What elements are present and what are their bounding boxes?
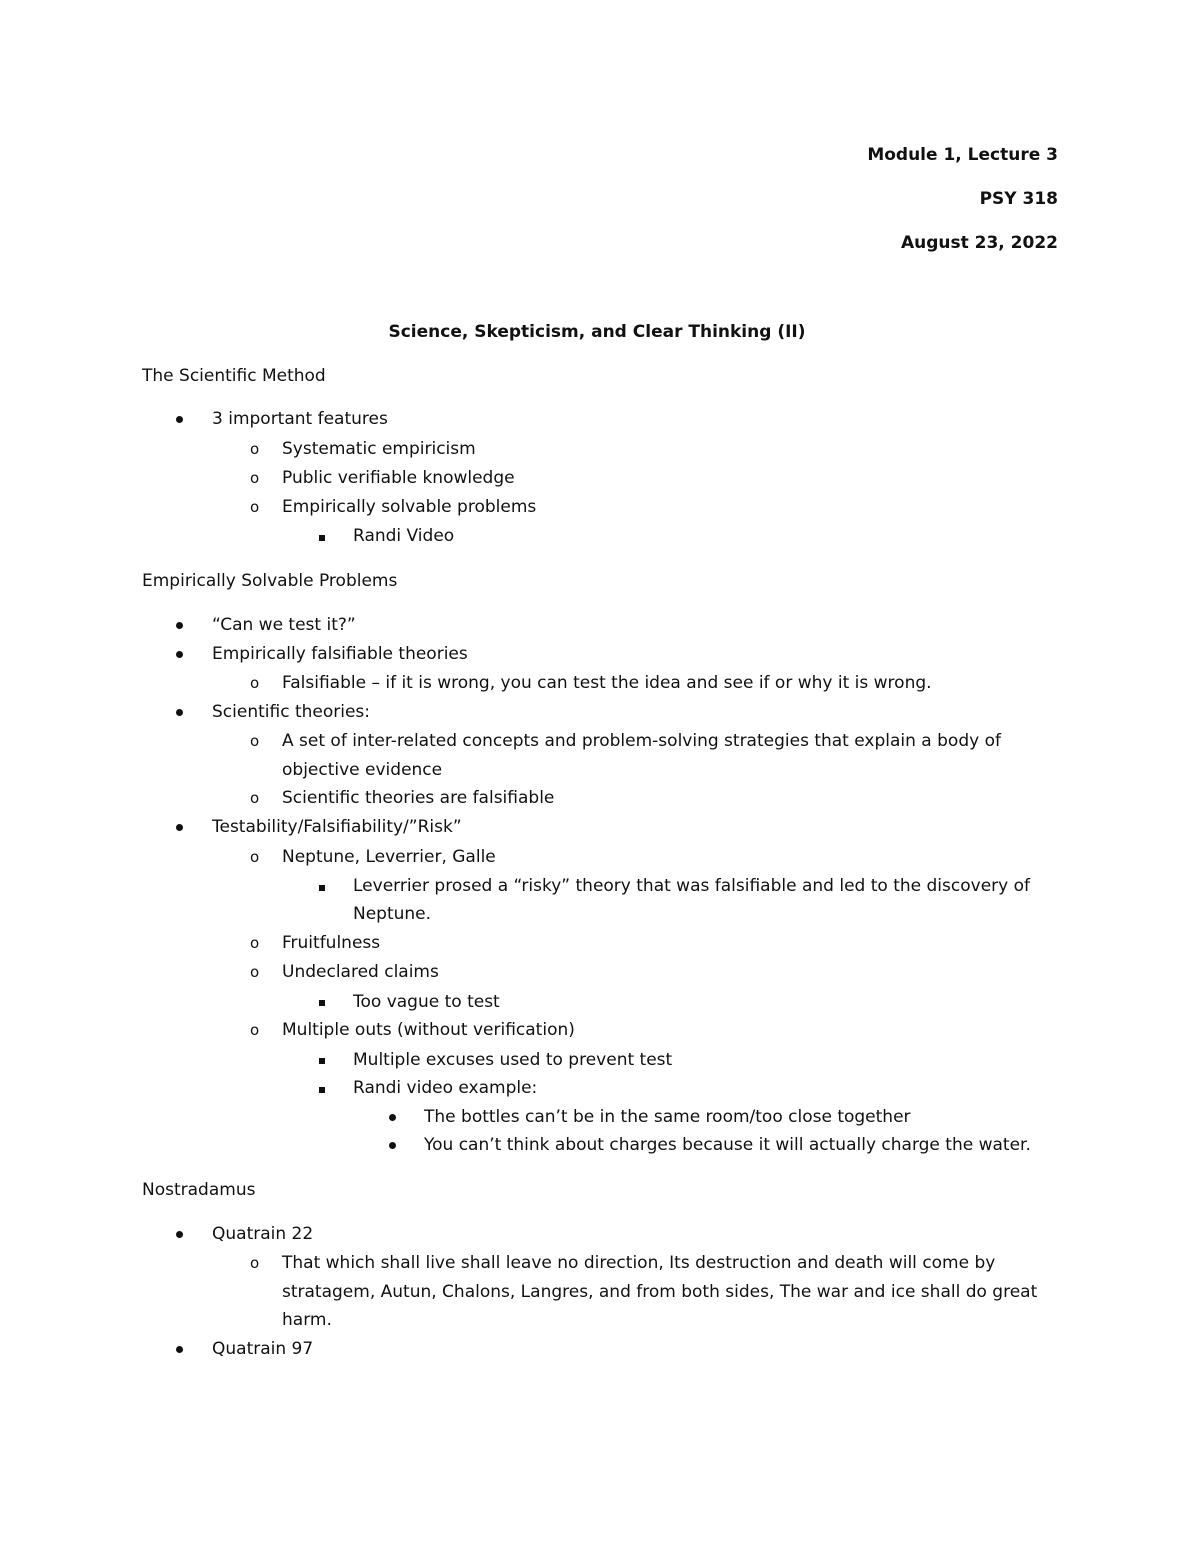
list-item: Neptune, Leverrier, Galle: [282, 847, 496, 867]
bullet-circle: o: [250, 1254, 260, 1272]
bullet-circle: o: [250, 789, 260, 807]
list-item: “Can we test it?”: [212, 615, 356, 635]
list-item: Randi video example:: [353, 1078, 538, 1098]
list-item: Quatrain 97: [212, 1339, 314, 1359]
bullet-circle: o: [250, 1021, 260, 1039]
document-title: Science, Skepticism, and Clear Thinking (II): [388, 322, 806, 342]
bullet-square: [319, 1087, 325, 1093]
list-item: Scientific theories:: [212, 702, 370, 722]
section-heading-nostradamus: Nostradamus: [142, 1180, 256, 1200]
list-item: Undeclared claims: [282, 962, 439, 982]
list-item: You can’t think about charges because it will actually charge the water.: [424, 1135, 1031, 1155]
section-heading-scientific-method: The Scientific Method: [142, 366, 326, 386]
bullet-dot: [176, 416, 183, 423]
bullet-dot: [176, 1231, 183, 1238]
list-item: Multiple outs (without verification): [282, 1020, 575, 1040]
bullet-circle: o: [250, 963, 260, 981]
bullet-dot: [176, 651, 183, 658]
bullet-square: [319, 535, 325, 541]
bullet-circle: o: [250, 934, 260, 952]
list-item-continuation: Neptune.: [353, 904, 432, 924]
list-item: Multiple excuses used to prevent test: [353, 1050, 673, 1070]
date-header: August 23, 2022: [900, 233, 1058, 253]
list-item: Empirically falsifiable theories: [212, 644, 468, 664]
list-item: Systematic empiricism: [282, 439, 476, 459]
bullet-square: [319, 1058, 325, 1064]
list-item: Leverrier prosed a “risky” theory that was falsifiable and led to the discovery of: [353, 876, 1030, 896]
list-item: Empirically solvable problems: [282, 497, 537, 517]
list-item: The bottles can’t be in the same room/too close together: [424, 1107, 911, 1127]
bullet-dot: [389, 1114, 396, 1121]
list-item: Falsifiable – if it is wrong, you can test the idea and see if or why it is wrong.: [282, 673, 932, 693]
list-item: Fruitfulness: [282, 933, 381, 953]
section-heading-empirically-solvable: Empirically Solvable Problems: [142, 571, 398, 591]
bullet-circle: o: [250, 469, 260, 487]
list-item: Too vague to test: [353, 992, 500, 1012]
bullet-square: [319, 1000, 325, 1006]
bullet-circle: o: [250, 674, 260, 692]
list-item-continuation: stratagem, Autun, Chalons, Langres, and from both sides, The war and ice shall do great: [282, 1282, 1038, 1302]
list-item-continuation: harm.: [282, 1310, 332, 1330]
bullet-square: [319, 885, 325, 891]
course-header: PSY 318: [979, 189, 1058, 209]
list-item: Scientific theories are falsifiable: [282, 788, 555, 808]
bullet-dot: [389, 1142, 396, 1149]
list-item-continuation: objective evidence: [282, 760, 443, 780]
list-item: Testability/Falsifiability/”Risk”: [212, 817, 462, 837]
bullet-circle: o: [250, 498, 260, 516]
list-item: That which shall live shall leave no direction, Its destruction and death will come by: [282, 1253, 996, 1273]
bullet-dot: [176, 1346, 183, 1353]
bullet-circle: o: [250, 848, 260, 866]
bullet-dot: [176, 622, 183, 629]
module-lecture-header: Module 1, Lecture 3: [867, 145, 1058, 165]
list-item: 3 important features: [212, 409, 388, 429]
bullet-dot: [176, 824, 183, 831]
list-item: Public verifiable knowledge: [282, 468, 515, 488]
bullet-circle: o: [250, 440, 260, 458]
bullet-circle: o: [250, 732, 260, 750]
list-item: Quatrain 22: [212, 1224, 314, 1244]
list-item: Randi Video: [353, 526, 455, 546]
bullet-dot: [176, 709, 183, 716]
list-item: A set of inter-related concepts and problem-solving strategies that explain a body of: [282, 731, 1001, 751]
